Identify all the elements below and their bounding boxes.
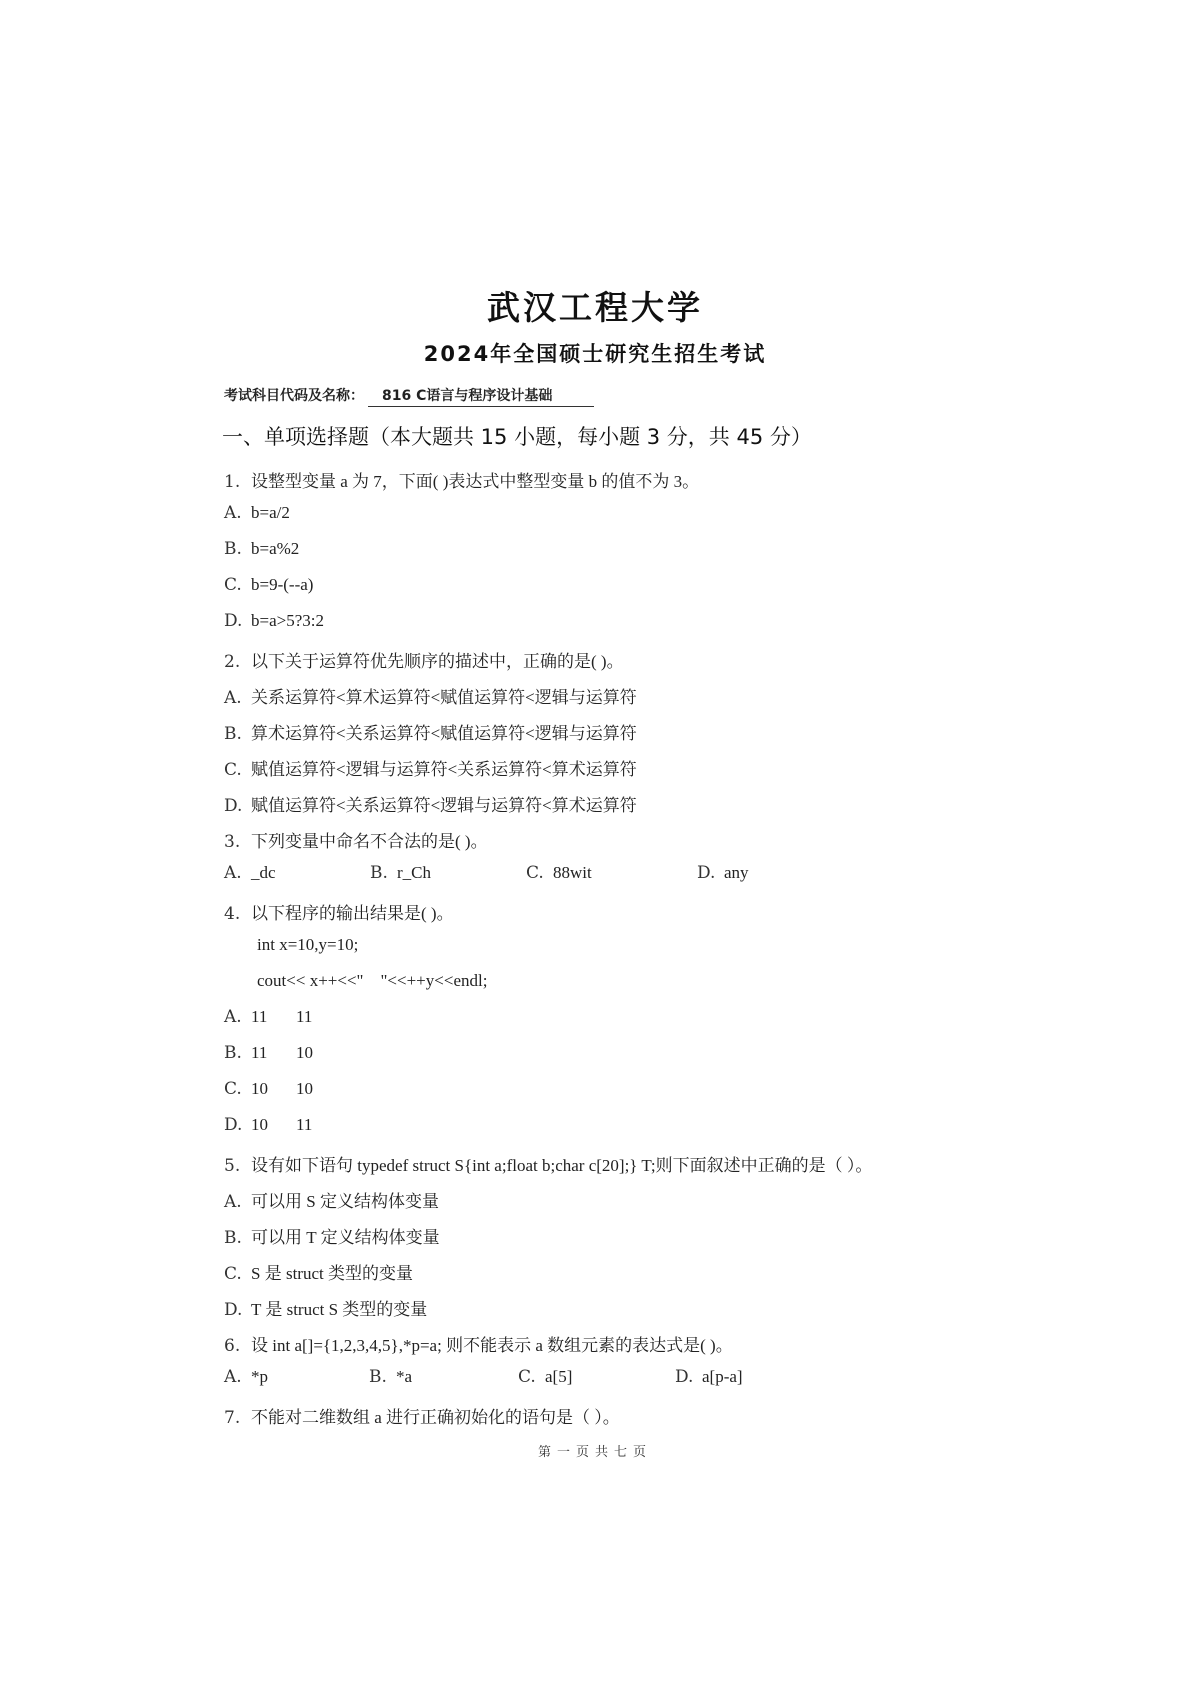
question-5 — [224, 1151, 872, 1176]
question-number: 7. — [224, 1408, 241, 1428]
option-label: C. — [224, 760, 242, 780]
subject-line — [224, 385, 594, 407]
option-text: 赋值运算符<关系运算符<逻辑与运算符<算术运算符 — [251, 796, 637, 815]
question-number: 2. — [224, 652, 241, 672]
section-heading: 一、单项选择题（本大题共 15 小题，每小题 3 分，共 45 分） — [222, 425, 812, 449]
option-label: A. — [224, 1007, 242, 1027]
option-5c — [224, 1259, 413, 1284]
option-label: C. — [526, 863, 544, 883]
option-label: A. — [224, 1367, 242, 1387]
option-3a — [224, 863, 276, 883]
option-label: B. — [369, 1367, 387, 1387]
option-1b — [224, 539, 299, 559]
option-text: *a — [396, 1367, 413, 1386]
option-label: D. — [224, 611, 243, 631]
option-3c — [526, 863, 592, 883]
option-label: B. — [224, 1228, 242, 1248]
code-line-2: cout<< x++<<" "<<++y<<endl; — [257, 971, 488, 990]
question-number: 6. — [224, 1336, 241, 1356]
question-text: 以下关于运算符优先顺序的描述中，正确的是( )。 — [251, 652, 624, 671]
option-value-2: 10 — [296, 1079, 313, 1098]
option-text: b=a>5?3:2 — [251, 611, 324, 630]
option-text: b=a%2 — [251, 539, 300, 558]
question-text: 不能对二维数组 a 进行正确初始化的语句是（ ）。 — [251, 1408, 620, 1427]
question-1 — [224, 467, 699, 492]
question-4 — [224, 899, 454, 924]
option-value-2: 11 — [296, 1007, 313, 1026]
option-6b — [369, 1367, 412, 1387]
option-6d — [675, 1367, 743, 1387]
option-1d — [224, 611, 324, 631]
option-text: 可以用 T 定义结构体变量 — [251, 1228, 440, 1247]
university-title: 武汉工程大学 — [487, 288, 703, 327]
option-5b — [224, 1223, 440, 1248]
option-text: 关系运算符<算术运算符<赋值运算符<逻辑与运算符 — [251, 688, 637, 707]
option-text: b=9-(--a) — [251, 575, 314, 594]
option-text: a[p-a] — [702, 1367, 743, 1386]
question-number: 5. — [224, 1156, 241, 1176]
option-value-1: 11 — [251, 1043, 268, 1062]
option-6c — [518, 1367, 572, 1387]
option-text: a[5] — [545, 1367, 573, 1386]
option-5d — [224, 1295, 427, 1320]
option-value-2: 11 — [296, 1115, 313, 1134]
option-text: T 是 struct S 类型的变量 — [251, 1300, 428, 1319]
option-4a — [224, 1007, 312, 1027]
question-text: 设有如下语句 typedef struct S{int a;float b;char c[20];} T;则下面叙述中正确的是（ ）。 — [251, 1156, 873, 1175]
question-3 — [224, 827, 488, 852]
subject-value: 816 C语言与程序设计基础 — [368, 385, 594, 407]
option-text: 算术运算符<关系运算符<赋值运算符<逻辑与运算符 — [251, 724, 637, 743]
option-label: D. — [224, 1115, 243, 1135]
option-value-1: 10 — [251, 1115, 268, 1134]
option-label: A. — [224, 688, 242, 708]
subject-label: 考试科目代码及名称： — [224, 388, 364, 404]
option-text: *p — [251, 1367, 268, 1386]
option-2d — [224, 791, 637, 816]
option-label: B. — [224, 539, 242, 559]
option-text: 可以用 S 定义结构体变量 — [251, 1192, 439, 1211]
question-7 — [224, 1403, 620, 1428]
question-text: 设整型变量 a 为 7，下面( )表达式中整型变量 b 的值不为 3。 — [251, 472, 700, 491]
option-label: A. — [224, 863, 242, 883]
exam-title: 2024年全国硕士研究生招生考试 — [423, 342, 767, 366]
option-label: B. — [370, 863, 388, 883]
option-label: B. — [224, 1043, 242, 1063]
option-label: B. — [224, 724, 242, 744]
option-value-1: 10 — [251, 1079, 268, 1098]
option-2a — [224, 683, 637, 708]
option-label: C. — [224, 575, 242, 595]
option-label: A. — [224, 1192, 242, 1212]
option-text: S 是 struct 类型的变量 — [251, 1264, 413, 1283]
option-value-2: 10 — [296, 1043, 313, 1062]
question-number: 3. — [224, 832, 241, 852]
question-text: 设 int a[]={1,2,3,4,5},*p=a; 则不能表示 a 数组元素的表达式是( )。 — [251, 1336, 733, 1355]
option-text: _dc — [251, 863, 276, 882]
option-4d — [224, 1115, 312, 1135]
option-3b — [370, 863, 431, 883]
option-4c — [224, 1079, 313, 1099]
option-text: r_Ch — [397, 863, 431, 882]
option-label: D. — [224, 796, 243, 816]
option-text: b=a/2 — [251, 503, 290, 522]
option-2c — [224, 755, 637, 780]
option-text: 88wit — [553, 863, 592, 882]
option-label: C. — [224, 1264, 242, 1284]
option-1c — [224, 575, 313, 595]
option-1a — [224, 503, 290, 523]
option-2b — [224, 719, 637, 744]
code-line-1: int x=10,y=10; — [257, 935, 359, 954]
option-label: D. — [675, 1367, 694, 1387]
option-text: any — [724, 863, 749, 882]
question-text: 下列变量中命名不合法的是( )。 — [251, 832, 488, 851]
page-footer: 第一页共七页 — [537, 1445, 652, 1460]
option-label: A. — [224, 503, 242, 523]
option-label: D. — [697, 863, 716, 883]
option-label: D. — [224, 1300, 243, 1320]
question-2 — [224, 647, 624, 672]
option-3d — [697, 863, 749, 883]
question-6 — [224, 1331, 733, 1356]
option-4b — [224, 1043, 313, 1063]
option-text: 赋值运算符<逻辑与运算符<关系运算符<算术运算符 — [251, 760, 637, 779]
option-5a — [224, 1187, 439, 1212]
option-value-1: 11 — [251, 1007, 268, 1026]
question-text: 以下程序的输出结果是( )。 — [251, 904, 454, 923]
option-6a — [224, 1367, 268, 1387]
question-number: 1. — [224, 472, 241, 492]
question-number: 4. — [224, 904, 241, 924]
option-label: C. — [518, 1367, 536, 1387]
option-label: C. — [224, 1079, 242, 1099]
